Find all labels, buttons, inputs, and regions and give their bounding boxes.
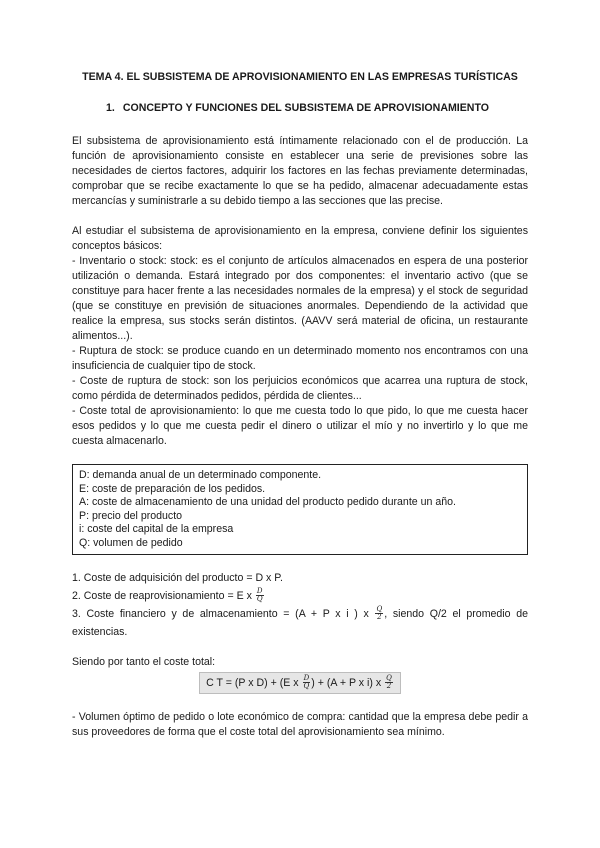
document-page (72, 70, 528, 740)
total-cost-intro: Siendo por tanto el coste total: (72, 655, 216, 668)
closing-paragraph: - Volumen óptimo de pedido o lote económico de compra: cantidad que la empresa debe pedir a sus proveedores de forma que el coste total del aprovisionamiento sea mínimo. (72, 710, 528, 738)
formula-list (72, 569, 528, 641)
fraction-d-over-q (256, 588, 264, 603)
section-heading (72, 101, 528, 116)
concept-item: - Coste de ruptura de stock: son los perjuicios económicos que acarrea una ruptura de stock, como pérdida de determinados pedidos, pérdida de clientes... (72, 375, 528, 402)
definition-item: A: coste de almacenamiento de una unidad del producto pedido durante un año. (79, 496, 456, 509)
fraction-numerator: D (256, 587, 263, 596)
fraction-denominator: 2 (386, 682, 392, 691)
definition-item: P: precio del producto (79, 509, 183, 522)
concept-item: - Coste total de aprovisionamiento: lo que me cuesta todo lo que pido, lo que me cuesta hacer esos pedidos y lo que me cuesta pedir el dinero o utilizar el mío y no invertirlo y lo que me cuesta almacenarlo. (72, 405, 528, 447)
formula-text: ) + (A + P x i) x (311, 676, 382, 689)
fraction-d-over-q (303, 675, 311, 690)
section-title: CONCEPTO Y FUNCIONES DEL SUBSISTEMA DE APROVISIONAMIENTO (122, 102, 489, 114)
intro-paragraph: El subsistema de aprovisionamiento está íntimamente relacionado con el de producción. La función de aprovisionamiento consiste en establecer una serie de previsiones sobre las necesidades de ciertos factores, adquirir los factores en las fechas previamente determinadas, comprobar que se recibe exactamente lo que se ha pedido, almacenar adecuadamente estas mercancías y suministrarle a su debido tiempo a las secciones que las precise. (72, 135, 528, 207)
fraction-denominator: 2 (377, 613, 382, 622)
fraction-denominator: Q (303, 682, 310, 691)
document-title: TEMA 4. EL SUBSISTEMA DE APROVISIONAMIENTO EN LAS EMPRESAS TURÍSTICAS (82, 71, 518, 83)
formula-financial (72, 605, 528, 641)
formula-text: 3. Coste financiero y de almacenamiento = (A + P x i ) x (72, 607, 369, 620)
definition-item: i: coste del capital de la empresa (79, 523, 234, 536)
definition-item: E: coste de preparación de los pedidos. (79, 482, 266, 495)
fraction-numerator: Q (376, 605, 383, 614)
formula-text: C T = (P x D) + (E x (206, 676, 299, 689)
formula-replenishment (72, 587, 528, 605)
formula-acquisition: 1. Coste de adquisición del producto = D x P. (72, 571, 283, 584)
concepts-block (72, 224, 528, 449)
concept-item: - Inventario o stock: stock: es el conjunto de artículos almacenados en espera de una posterior utilización o demanda. Estará integrado por dos componentes: el inventario activo (que se constituye para hacer frente a las necesidades normales de la empresa) y el stock de seguridad (que se constituye en previsión de situaciones anormales. Dependiendo de la actividad que realice la empresa, sus stocks serán distintos. (AAVV será material de oficina, un restaurante alimentos...). (72, 255, 528, 342)
fraction-q-over-2 (375, 606, 383, 621)
concept-item: - Ruptura de stock: se produce cuando en un determinado momento nos encontramos con una insuficiencia de cualquier tipo de stock. (72, 345, 528, 372)
fraction-q-over-2 (385, 675, 393, 690)
fraction-denominator: Q (256, 595, 263, 604)
section-number: 1. (106, 102, 115, 114)
fraction-numerator: Q (386, 674, 392, 683)
concepts-intro: Al estudiar el subsistema de aprovisionamiento en la empresa, conviene definir los siguientes conceptos básicos: (72, 225, 528, 252)
definition-item: Q: volumen de pedido (79, 536, 183, 549)
formula-text: 2. Coste de reaprovisionamiento = E x (72, 589, 252, 602)
fraction-numerator: D (303, 674, 310, 683)
total-cost-formula (199, 672, 401, 694)
definition-item: D: demanda anual de un determinado componente. (79, 469, 322, 481)
formula-text: , siendo Q/2 el promedio de existencias. (72, 607, 529, 638)
definitions-box (72, 464, 528, 555)
